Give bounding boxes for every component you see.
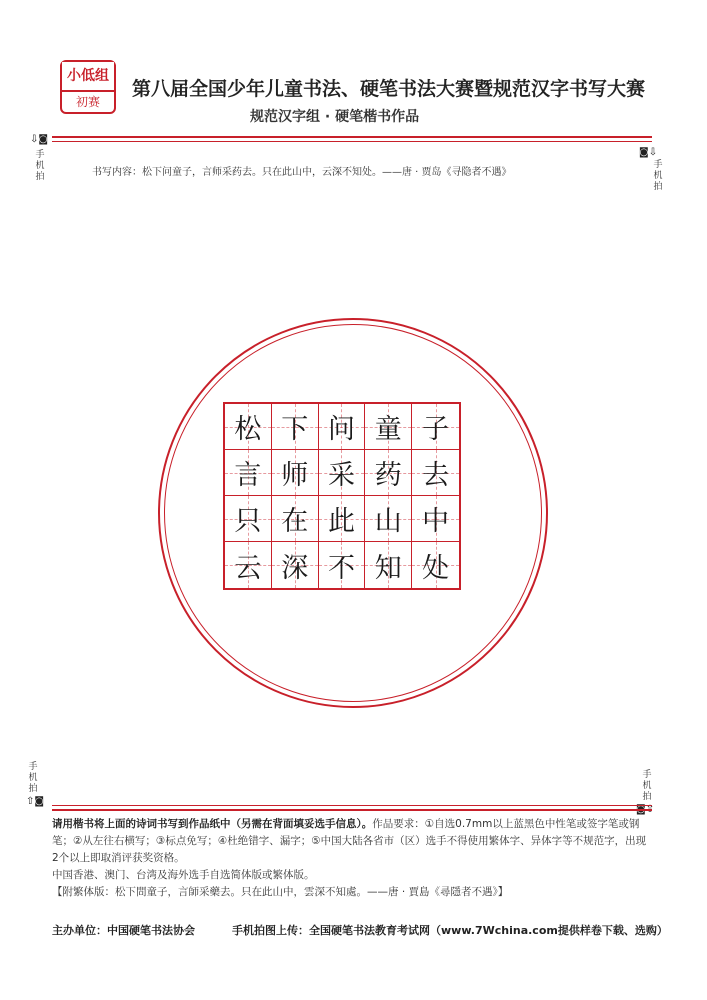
- writing-content-label: 书写内容：: [92, 167, 142, 178]
- page-title: 第八届全国少年儿童书法、硬笔书法大赛暨规范汉字书写大赛: [132, 78, 646, 100]
- camera-arrow-icon: ⇧◙: [26, 796, 45, 807]
- calligraphy-grid: [223, 402, 461, 590]
- upload-info: 手机拍图上传：全国硬笔书法教育考试网（www.7Wchina.com提供样卷下载、选购）: [232, 924, 668, 937]
- requirements-instruction: 请用楷书将上面的诗词书写到作品纸中（另需在背面填妥选手信息）。: [52, 818, 373, 830]
- bottom-divider-thin: [52, 805, 652, 806]
- grid-cell: 童: [365, 404, 412, 450]
- grid-cell: 知: [365, 542, 412, 588]
- grid-cell: 云: [225, 542, 272, 588]
- grid-cell: 药: [365, 450, 412, 496]
- bottom-divider-thick: [52, 809, 652, 811]
- camera-arrow-icon: ⇩◙: [30, 134, 49, 145]
- writing-content-text: 松下问童子，言师采药去。只在此山中，云深不知处。——唐 · 贾岛《寻隐者不遇》: [142, 167, 512, 178]
- camera-arrow-icon: ◙⇩: [639, 147, 658, 158]
- grid-cell: 不: [319, 542, 366, 588]
- phone-photo-label-bottom-left: 手机拍: [28, 762, 38, 794]
- grid-cell: 处: [412, 542, 459, 588]
- grid-cell: 师: [272, 450, 319, 496]
- requirements-block: [52, 816, 652, 901]
- traditional-version: 【附繁体版：松下問童子，言師采藥去。只在此山中，雲深不知處。——唐 · 賈島《尋隱者不遇》】: [52, 886, 509, 898]
- writing-content: [92, 163, 512, 178]
- phone-photo-label-bottom-right: 手机拍: [642, 770, 652, 802]
- camera-arrow-icon: ◙⇧: [636, 804, 655, 815]
- requirements-line2: 中国香港、澳门、台湾及海外选手自选简体版或繁体版。: [52, 869, 315, 881]
- requirements-line1: 作品要求：①自选0.7mm以上蓝黑色中性笔或签字笔或钢笔；②从左往右横写；③标点免写；④杜绝错字、漏字；⑤中国大陆各省市（区）选手不得使用繁体字、异体字等不规范字，出现2个以上即取消评获奖资格。: [52, 818, 647, 864]
- top-divider-thin: [52, 141, 652, 142]
- phone-photo-label-top-left: 手机拍: [35, 150, 45, 182]
- grid-cell: 中: [412, 496, 459, 542]
- grid-cell: 去: [412, 450, 459, 496]
- group-badge: [60, 60, 116, 114]
- grid-cell: 山: [365, 496, 412, 542]
- requirements-text: [52, 816, 652, 867]
- grid-cell: 言: [225, 450, 272, 496]
- grid-cell: 问: [319, 404, 366, 450]
- grid-cell: 子: [412, 404, 459, 450]
- stage-label: 初赛: [75, 95, 100, 109]
- grid-cell: 只: [225, 496, 272, 542]
- grid-cell: 此: [319, 496, 366, 542]
- grid-cell: 采: [319, 450, 366, 496]
- phone-photo-label-top-right: 手机拍: [653, 160, 663, 192]
- grid-cell: 在: [272, 496, 319, 542]
- page-subtitle: 规范汉字组 · 硬笔楷书作品: [250, 109, 420, 125]
- grid-cell: 深: [272, 542, 319, 588]
- group-label: 小低组: [62, 62, 114, 92]
- grid-cell: 松: [225, 404, 272, 450]
- organizer: 主办单位：中国硬笔书法协会: [52, 924, 195, 937]
- top-divider-thick: [52, 136, 652, 138]
- grid-cell: 下: [272, 404, 319, 450]
